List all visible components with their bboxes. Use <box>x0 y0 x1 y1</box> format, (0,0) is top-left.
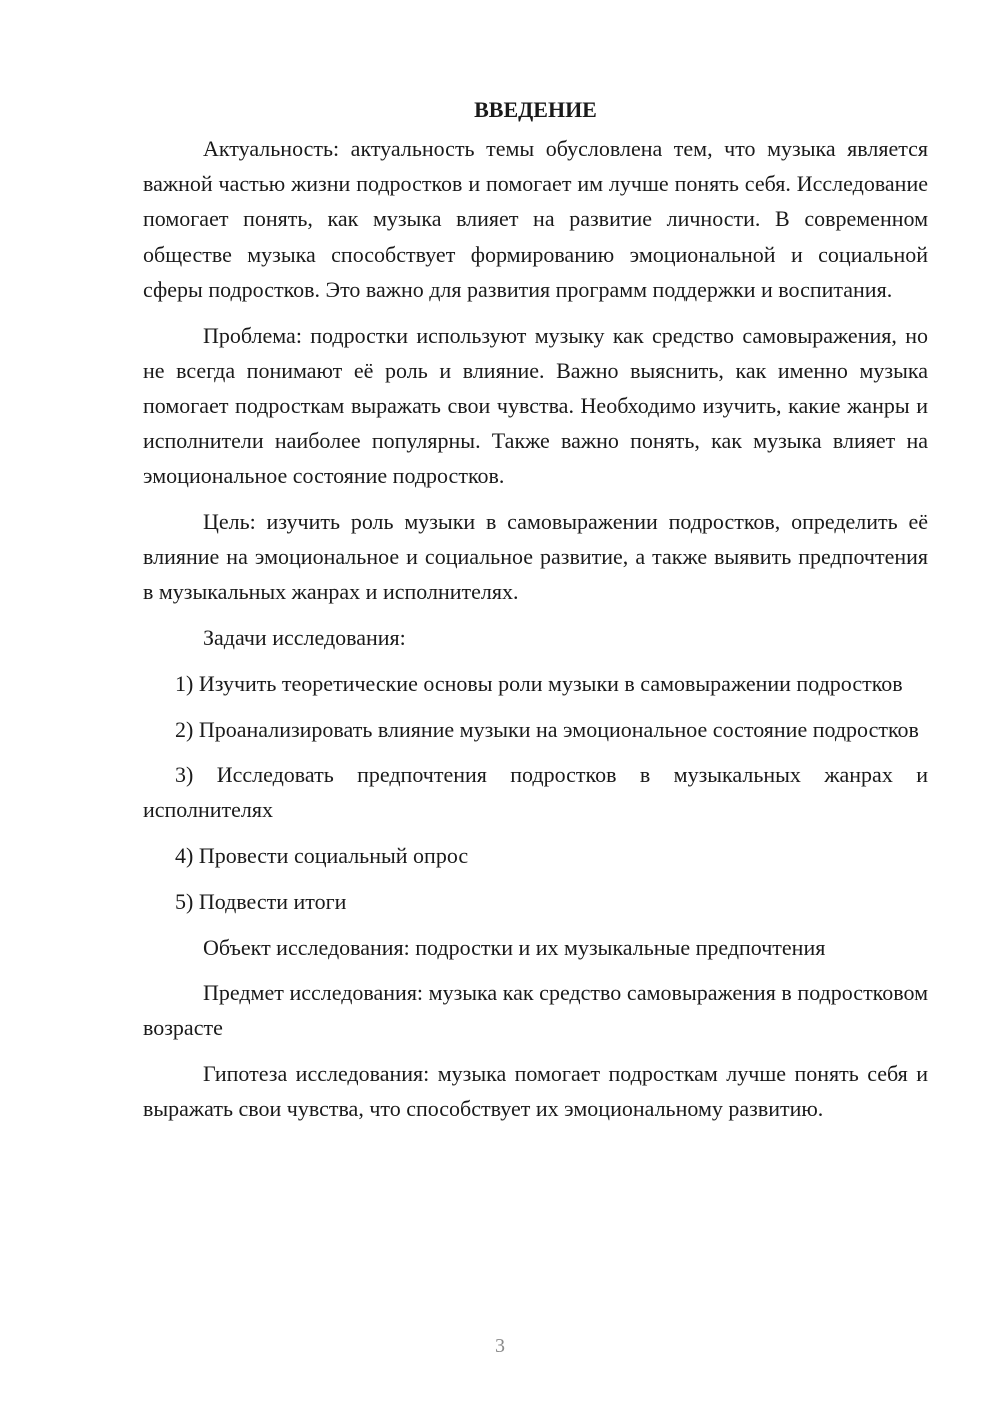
paragraph-subject: Предмет исследования: музыка как средство самовыражения в подростковом возрасте <box>143 980 928 1041</box>
section-title: ВВЕДЕНИЕ <box>474 97 597 122</box>
paragraph-goal: Цель: изучить роль музыки в самовыражении подростков, определить её влияние на эмоциональное и социальное развитие, а также выявить предпочтения в музыкальных жанрах и исполнителях. <box>143 509 928 605</box>
page-number: 3 <box>495 1335 505 1357</box>
paragraph-object: Объект исследования: подростки и их музыкальные предпочтения <box>203 934 826 960</box>
paragraph-relevance: Актуальность: актуальность темы обусловлена тем, что музыка является важной частью жизни подростков и помогает им лучше понять себя. Исследование помогает понять, как музыка влияет на развитие личности. В современном обществе музыка способствует формированию эмоциональной и социальной сферы подростков. Это важно для развития программ поддержки и воспитания. <box>143 136 928 302</box>
tasks-heading: Задачи исследования: <box>203 625 406 651</box>
task-item-3: 3) Исследовать предпочтения подростков в музыкальных жанрах и исполнителях <box>143 762 928 823</box>
paragraph-problem: Проблема: подростки используют музыку как средство самовыражения, но не всегда понимают её роль и влияние. Важно выяснить, как именно музыка помогает подросткам выражать свои чувства. Необходимо изучить, какие жанры и исполнители наиболее популярны. Также важно понять, как музыка влияет на эмоциональное состояние подростков. <box>143 322 928 489</box>
task-item-5: 5) Подвести итоги <box>175 888 347 914</box>
paragraph-hypothesis: Гипотеза исследования: музыка помогает подросткам лучше понять себя и выражать свои чувства, что способствует их эмоциональному развитию. <box>143 1061 928 1122</box>
task-item-4: 4) Провести социальный опрос <box>175 843 469 869</box>
task-item-2: 2) Проанализировать влияние музыки на эмоциональное состояние подростков <box>175 716 919 742</box>
task-item-1: 1) Изучить теоретические основы роли музыки в самовыражении подростков <box>175 670 903 696</box>
document-page <box>143 92 928 1137</box>
